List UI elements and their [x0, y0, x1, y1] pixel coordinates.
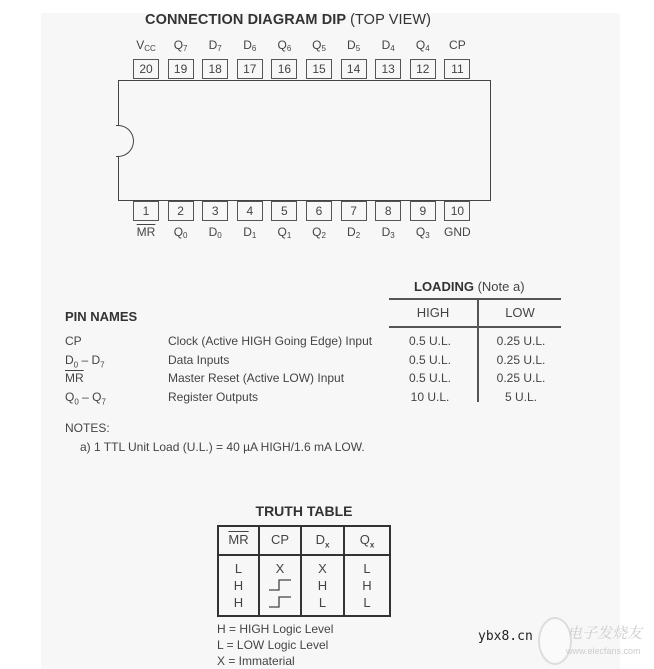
- tt-header-rule: [219, 554, 389, 556]
- loading-high-value: 0.5 U.L.: [408, 371, 452, 385]
- pin-2-label: $Q_0$: [173, 225, 188, 240]
- pin-17-label: $D_6$: [243, 38, 257, 53]
- tt-cell: L: [363, 595, 371, 610]
- pin-15: 15: [306, 59, 332, 79]
- pin-18: 18: [202, 59, 228, 79]
- pin-14-label: $D_5$: [347, 38, 361, 53]
- pin-6: 6: [306, 201, 332, 221]
- pin-1: 1: [133, 201, 159, 221]
- pin-3-label: $D_0$: [208, 225, 222, 240]
- tt-cell: L: [363, 561, 371, 576]
- pin-10-label: GND: [444, 225, 471, 239]
- tt-cell: L: [318, 595, 327, 610]
- pin-17: 17: [237, 59, 263, 79]
- pin-12-label: $Q_4$: [415, 38, 430, 53]
- pin-name: $\overline{MR}$: [65, 371, 84, 385]
- pin-19: 19: [168, 59, 194, 79]
- pin-6-label: $Q_2$: [312, 225, 326, 240]
- loading-note: (Note a): [477, 279, 525, 294]
- pin-16: 16: [271, 59, 297, 79]
- pin-18-label: $D_7$: [208, 38, 222, 53]
- pin-7-label: $D_2$: [347, 225, 361, 240]
- loading-low-value: 0.25 U.L.: [496, 352, 546, 367]
- pin-3: 3: [202, 201, 228, 221]
- rising-edge-icon: [260, 578, 300, 594]
- pin-4: 4: [237, 201, 263, 221]
- pin-13-label: $D_4$: [381, 38, 395, 53]
- tt-cell: H: [317, 578, 328, 593]
- title-bold: CONNECTION DIAGRAM DIP: [145, 12, 346, 28]
- pin-2: 2: [168, 201, 194, 221]
- legend-immaterial: X = Immaterial: [217, 654, 295, 668]
- pin-1-label: $\overline{MR}$: [136, 225, 156, 239]
- loading-header-rule: [389, 326, 561, 328]
- loading-low-value: 5 U.L.: [504, 389, 537, 404]
- pin-5: 5: [271, 201, 297, 221]
- pin-8-label: $D_3$: [381, 225, 395, 240]
- pin-names-heading: PIN NAMES: [65, 309, 138, 324]
- watermark-elecfans-cn: 电子发烧友: [567, 625, 643, 642]
- tt-cell: X: [275, 561, 285, 576]
- truth-table-title: TRUTH TABLE: [255, 503, 353, 519]
- pin-name: $Q_0 - Q_7$: [65, 389, 106, 406]
- pin-20: 20: [133, 59, 159, 79]
- notes-heading: NOTES:: [65, 421, 110, 435]
- pin-11: 11: [444, 59, 470, 79]
- pin-14: 14: [341, 59, 367, 79]
- pin-15-label: $Q_5$: [312, 38, 326, 53]
- pin-description: Data Inputs: [168, 352, 230, 367]
- watermark-ybx8: ybx8.cn: [478, 629, 533, 644]
- pin-5-label: $Q_1$: [277, 225, 292, 240]
- pin-13: 13: [375, 59, 401, 79]
- pin-description: Master Reset (Active LOW) Input: [168, 371, 345, 385]
- rising-edge-icon: [260, 595, 300, 611]
- tt-cell: L: [234, 561, 243, 576]
- tt-header-q: $Q_x$: [359, 532, 375, 550]
- chip-body: [118, 80, 491, 201]
- loading-col-high: HIGH: [416, 305, 450, 320]
- pin-10: 10: [444, 201, 470, 221]
- pin-9: 9: [410, 201, 436, 221]
- tt-header-d: $D_x$: [315, 532, 330, 550]
- pin-20-label: $V_{CC}$: [136, 38, 156, 53]
- tt-cell: H: [233, 595, 244, 610]
- pin-name: $D_0 - D_7$: [65, 352, 105, 369]
- pin-7: 7: [341, 201, 367, 221]
- pin-19-label: $Q_7$: [173, 38, 188, 53]
- loading-col-low: LOW: [505, 305, 535, 320]
- tt-cell: H: [362, 578, 372, 593]
- note-a: a) 1 TTL Unit Load (U.L.) = 40 µA HIGH/1.6 mA LOW.: [80, 440, 365, 454]
- pin-12: 12: [410, 59, 436, 79]
- truth-table: [217, 525, 391, 617]
- tt-header-mr: $\overline{MR}$: [228, 532, 249, 547]
- loading-high-value: 10 U.L.: [410, 389, 450, 404]
- tt-header-cp: CP: [270, 532, 290, 547]
- pin-description: Register Outputs: [168, 389, 259, 404]
- pin-4-label: $D_1$: [243, 225, 257, 240]
- loading-top-rule: [389, 298, 561, 300]
- legend-high: H = HIGH Logic Level: [217, 622, 334, 636]
- tt-cell: H: [233, 578, 244, 593]
- pin-name: CP: [65, 334, 82, 348]
- loading-high-value: 0.5 U.L.: [408, 352, 452, 367]
- pin-8: 8: [375, 201, 401, 221]
- title-light: (TOP VIEW): [350, 12, 432, 28]
- loading-high-value: 0.5 U.L.: [408, 334, 452, 348]
- legend-low: L = LOW Logic Level: [217, 638, 329, 652]
- pin-description: Clock (Active HIGH Going Edge) Input: [168, 334, 373, 348]
- loading-divider: [477, 298, 479, 402]
- watermark-elecfans-url: www.elecfans.com: [566, 646, 641, 656]
- pin-16-label: $Q_6$: [277, 38, 292, 53]
- diagram-title: [145, 12, 431, 28]
- loading-label: LOADING: [414, 279, 474, 294]
- tt-cell: X: [318, 561, 327, 576]
- pin-11-label: CP: [449, 38, 466, 52]
- loading-low-value: 0.25 U.L.: [496, 371, 546, 385]
- loading-low-value: 0.25 U.L.: [496, 334, 546, 348]
- loading-header: [414, 279, 525, 294]
- pin-9-label: $Q_3$: [415, 225, 430, 240]
